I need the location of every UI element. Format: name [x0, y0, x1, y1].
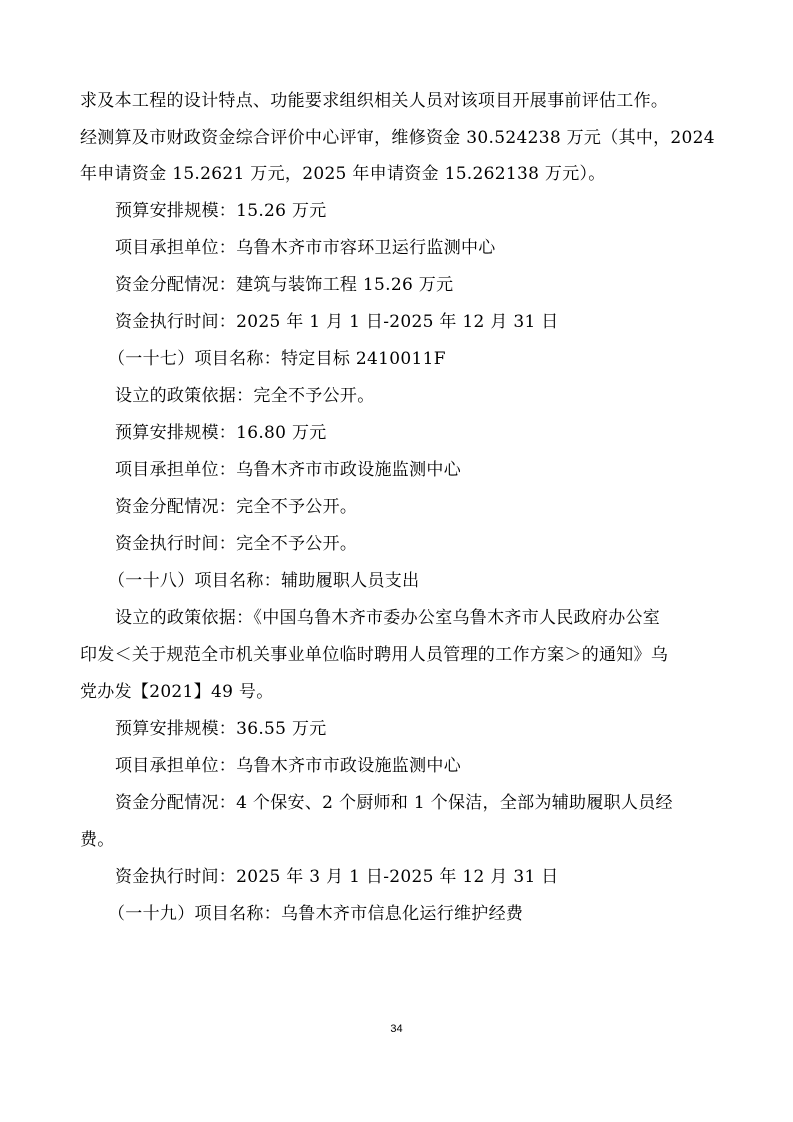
execution-time-line: 资金执行时间：2025 年 1 月 1 日-2025 年 12 月 31 日: [115, 312, 559, 332]
body-text-line: 求及本工程的设计特点、功能要求组织相关人员对该项目开展事前评估工作。: [80, 91, 669, 111]
execution-time-line: 资金执行时间：完全不予公开。: [115, 534, 358, 554]
undertaking-unit-line: 项目承担单位：乌鲁木齐市市政设施监测中心: [115, 756, 461, 776]
page-number: 34: [390, 1023, 403, 1035]
body-text-line: 印发＜关于规范全市机关事业单位临时聘用人员管理的工作方案＞的通知》乌: [80, 645, 669, 665]
project-heading-19: （一十九）项目名称：乌鲁木齐市信息化运行维护经费: [108, 904, 524, 924]
body-text-line: 党办发【2021】49 号。: [80, 682, 274, 702]
project-heading-18: （一十八）项目名称：辅助履职人员支出: [108, 571, 420, 591]
policy-basis-line: 设立的政策依据：《中国乌鲁木齐市委办公室乌鲁木齐市人民政府办公室: [115, 608, 661, 628]
budget-scale-line: 预算安排规模：15.26 万元: [115, 201, 327, 221]
budget-scale-line: 预算安排规模：36.55 万元: [115, 719, 327, 739]
undertaking-unit-line: 项目承担单位：乌鲁木齐市市政设施监测中心: [115, 460, 461, 480]
body-text-line: 经测算及市财政资金综合评价中心评审，维修资金 30.524238 万元（其中，2024: [80, 128, 715, 148]
execution-time-line: 资金执行时间：2025 年 3 月 1 日-2025 年 12 月 31 日: [115, 867, 559, 887]
budget-scale-line: 预算安排规模：16.80 万元: [115, 423, 327, 443]
body-text-line: 年申请资金 15.2621 万元，2025 年申请资金 15.262138 万元）。: [80, 164, 606, 184]
body-text-line: 费。: [80, 830, 115, 850]
undertaking-unit-line: 项目承担单位：乌鲁木齐市市容环卫运行监测中心: [115, 238, 496, 258]
fund-allocation-line: 资金分配情况：完全不予公开。: [115, 497, 358, 517]
policy-basis-line: 设立的政策依据：完全不予公开。: [115, 386, 375, 406]
project-heading-17: （一十七）项目名称：特定目标 2410011F: [108, 349, 446, 369]
fund-allocation-line: 资金分配情况：建筑与装饰工程 15.26 万元: [115, 275, 454, 295]
fund-allocation-line: 资金分配情况：4 个保安、2 个厨师和 1 个保洁，全部为辅助履职人员经: [115, 793, 673, 813]
